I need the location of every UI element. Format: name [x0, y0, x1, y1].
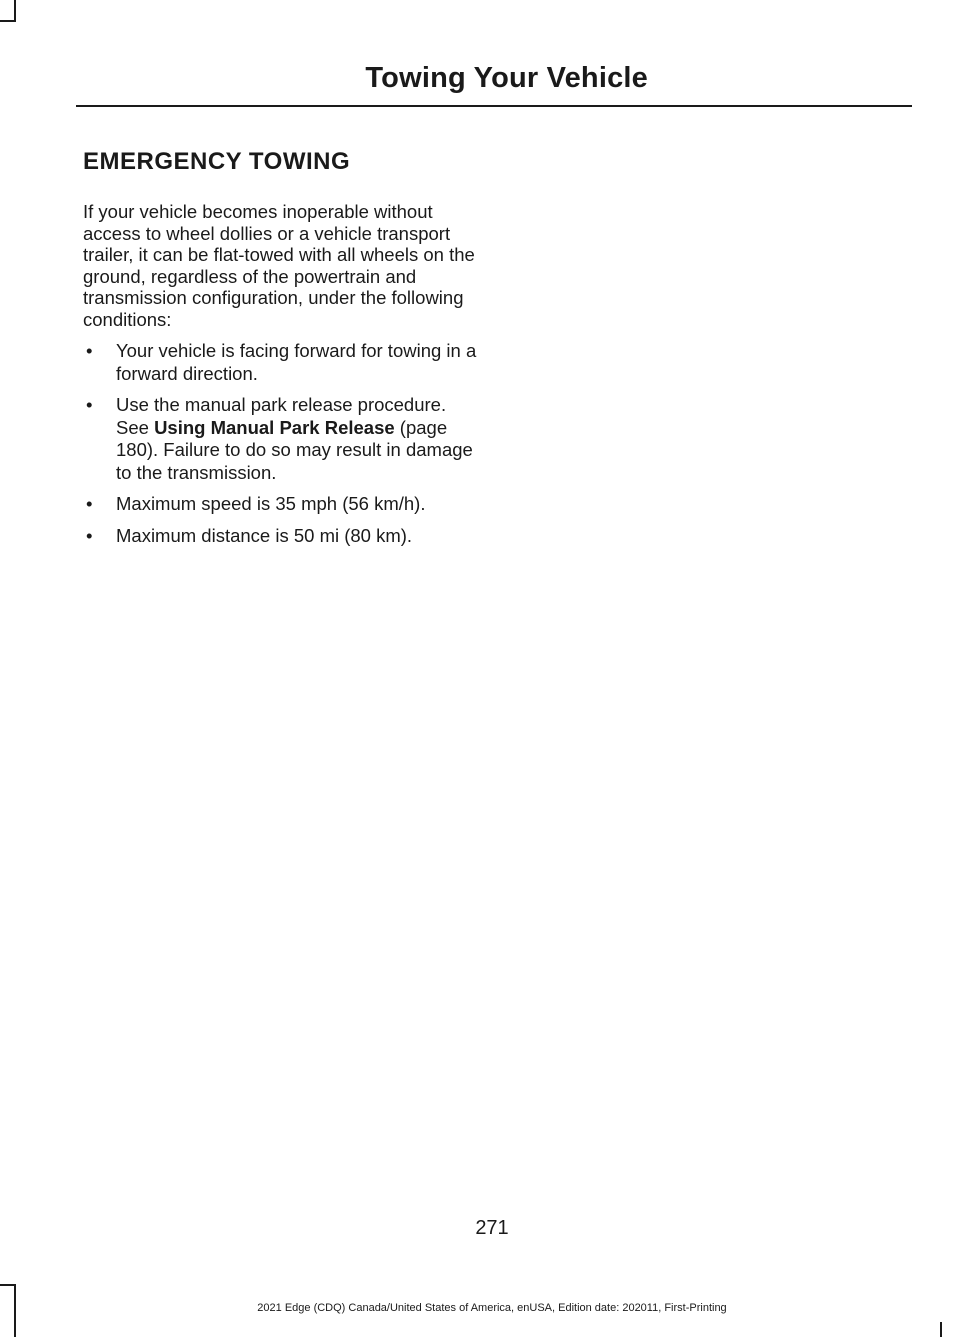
page-number: 271	[475, 1217, 509, 1239]
page-header	[76, 60, 912, 108]
cross-reference-link[interactable]: Using Manual Park Release	[154, 416, 395, 438]
header-rule	[76, 105, 912, 107]
crop-mark-bottom-left-horizontal	[0, 1284, 16, 1286]
crop-mark-top-left-vertical	[14, 0, 16, 22]
bullet-icon: •	[86, 493, 93, 514]
list-item-text: Your vehicle is facing forward for towing in a forward direction.	[116, 340, 477, 384]
list-item-text: Maximum distance is 50 mi (80 km).	[116, 524, 413, 546]
bullet-icon: •	[86, 524, 93, 546]
list-item	[83, 394, 483, 484]
crop-mark-top-left-horizontal	[0, 20, 16, 22]
list-item-text-continued: (page 180). Failure to do so may result in damage to the transmission.	[116, 416, 473, 483]
bullet-icon: •	[86, 340, 93, 361]
section-heading: EMERGENCY TOWING	[83, 148, 351, 175]
footer-edition-info: 2021 Edge (CDQ) Canada/United States of America, enUSA, Edition date: 202011, First-Printing	[257, 1302, 727, 1314]
intro-paragraph: If your vehicle becomes inoperable without access to wheel dollies or a vehicle transport trailer, it can be flat-towed with all wheels on the ground, regardless of the powertrain and transmission configuration, under the following conditions:	[83, 201, 475, 330]
bullet-icon: •	[86, 394, 93, 415]
list-item	[83, 493, 483, 516]
conditions-list	[83, 340, 483, 547]
list-item-text: Maximum speed is 35 mph (56 km/h).	[116, 493, 426, 514]
list-item	[83, 525, 483, 548]
crop-mark-bottom-right-vertical	[940, 1322, 942, 1337]
list-item	[83, 340, 483, 385]
main-content	[83, 146, 483, 556]
section-title: Towing Your Vehicle	[365, 62, 648, 94]
list-item-text: Use the manual park release procedure. See	[116, 394, 447, 438]
